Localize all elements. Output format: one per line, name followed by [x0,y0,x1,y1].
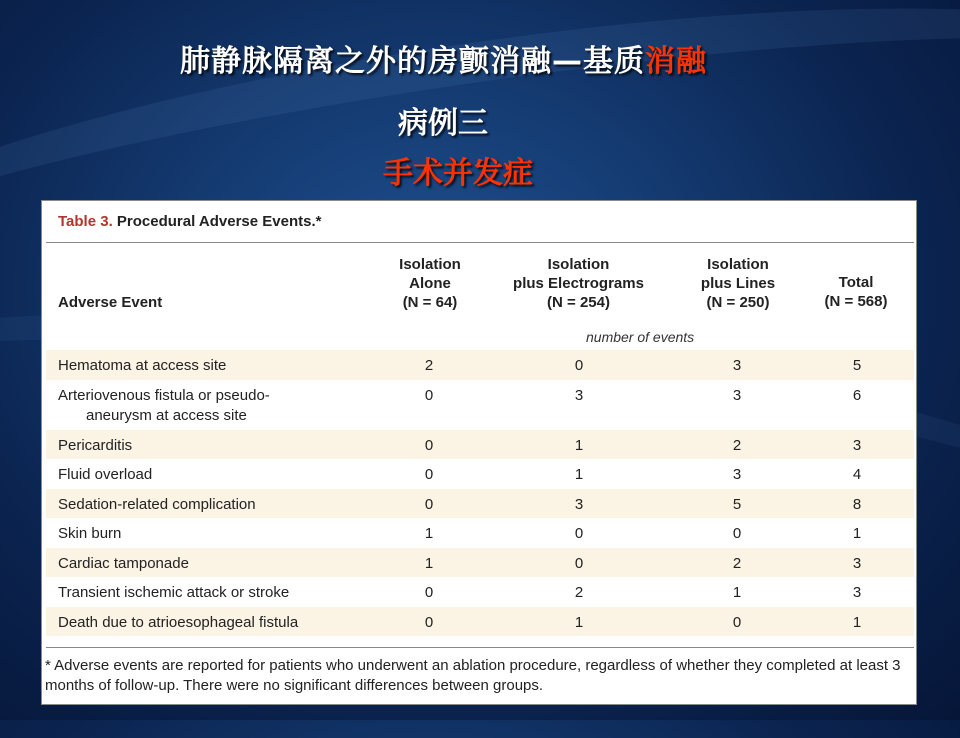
event-count-cell: 5 [852,357,862,374]
event-count-cell: 1 [732,584,742,601]
table-row [46,577,914,607]
column-header-isolation-lines [678,255,798,312]
event-count-cell: 0 [574,525,584,542]
slide-subtitle-complications: 手术并发症 [383,156,533,191]
header-line: Isolation [399,256,461,273]
event-name-line: Death due to atrioesophageal fistula [58,613,299,631]
column-header-isolation-electrograms [496,255,661,312]
event-name-line: Pericarditis [58,436,133,454]
event-name-line: Transient ischemic attack or stroke [58,584,290,601]
table-row [46,459,914,489]
table-caption-number: Table 3. [58,213,113,230]
event-count-cell: 0 [424,386,434,404]
table-row [46,489,914,519]
table-row [46,380,914,430]
slide-title-main: 肺静脉隔离之外的房颤消融—基质 [180,44,645,79]
header-line: plus Lines [700,275,776,292]
event-count-cell: 1 [574,466,584,483]
table-body [46,350,914,636]
table-row [46,430,914,460]
event-count-cell: 1 [574,436,584,454]
table-footnote: * Adverse events are reported for patients who underwent an ablation procedure, regardless of whether they completed at least 3 months of follow-up. There were no significant differences between groups. [45,657,901,694]
table-caption-text: Procedural Adverse Events.* [112,213,322,230]
header-line: Total [838,274,874,291]
event-count-cell: 3 [732,466,742,483]
event-name-cell [58,436,132,456]
event-count-cell: 3 [574,386,584,404]
event-count-cell: 0 [424,584,434,601]
event-count-cell: 8 [852,495,862,513]
column-header-total [806,273,906,311]
event-name-line: Cardiac tamponade [58,554,189,572]
event-count-cell: 1 [424,554,434,572]
table-row [46,350,914,380]
header-line: (N = 64) [402,294,458,311]
event-count-cell: 0 [424,436,434,454]
event-count-cell: 2 [574,584,584,601]
event-name-line: Fluid overload [58,466,153,483]
event-count-cell: 3 [852,436,862,454]
event-name-cell [58,583,289,603]
event-name-line: Arteriovenous fistula or pseudo- [58,386,270,404]
event-count-cell: 4 [852,466,862,483]
event-name-line: Skin burn [58,525,122,542]
event-name-cell [58,554,189,574]
event-name-cell [58,356,226,376]
event-count-cell: 5 [732,495,742,513]
event-name-cell [58,386,270,426]
event-count-cell: 0 [732,613,742,631]
header-line: Isolation [707,256,769,273]
adverse-events-table-panel [41,200,917,705]
header-line: (N = 568) [824,293,888,310]
adverse-events-table [46,242,914,648]
slide-subtitle-case: 病例三 [398,106,488,141]
event-count-cell: 6 [852,386,862,404]
event-count-cell: 3 [732,357,742,374]
table-row [46,548,914,578]
event-name-line: Sedation-related complication [58,495,256,513]
event-count-cell: 1 [574,613,584,631]
event-count-cell: 0 [574,357,584,374]
event-count-cell: 0 [424,495,434,513]
event-count-cell: 0 [424,466,434,483]
event-name-line: aneurysm at access site [86,406,247,424]
event-name-cell [58,524,121,544]
event-count-cell: 2 [424,357,434,374]
event-count-cell: 3 [574,495,584,513]
event-count-cell: 0 [732,525,742,542]
units-label: number of events [586,329,695,345]
event-count-cell: 1 [852,613,862,631]
header-line: Isolation [547,256,610,273]
slide-title-highlight: 消融 [645,44,707,79]
table-row [46,518,914,548]
table-row [46,607,914,637]
table-caption [58,213,321,230]
event-count-cell: 3 [732,386,742,404]
event-name-line: Hematoma at access site [58,357,227,374]
header-line: plus Electrograms [513,275,644,292]
header-line: (N = 250) [706,294,770,311]
event-count-cell: 3 [852,584,862,601]
event-count-cell: 0 [574,554,584,572]
event-count-cell: 1 [424,525,434,542]
header-line: Alone [409,275,451,292]
slide-title [180,36,707,80]
event-count-cell: 2 [732,436,742,454]
header-line: (N = 254) [547,294,610,311]
event-name-cell [58,613,298,633]
column-header-isolation-alone [376,255,484,312]
event-count-cell: 2 [732,554,742,572]
event-count-cell: 3 [852,554,862,572]
event-count-cell: 1 [852,525,862,542]
event-name-cell [58,495,256,515]
event-name-cell [58,465,152,485]
event-count-cell: 0 [424,613,434,631]
column-header-event: Adverse Event [58,294,163,311]
